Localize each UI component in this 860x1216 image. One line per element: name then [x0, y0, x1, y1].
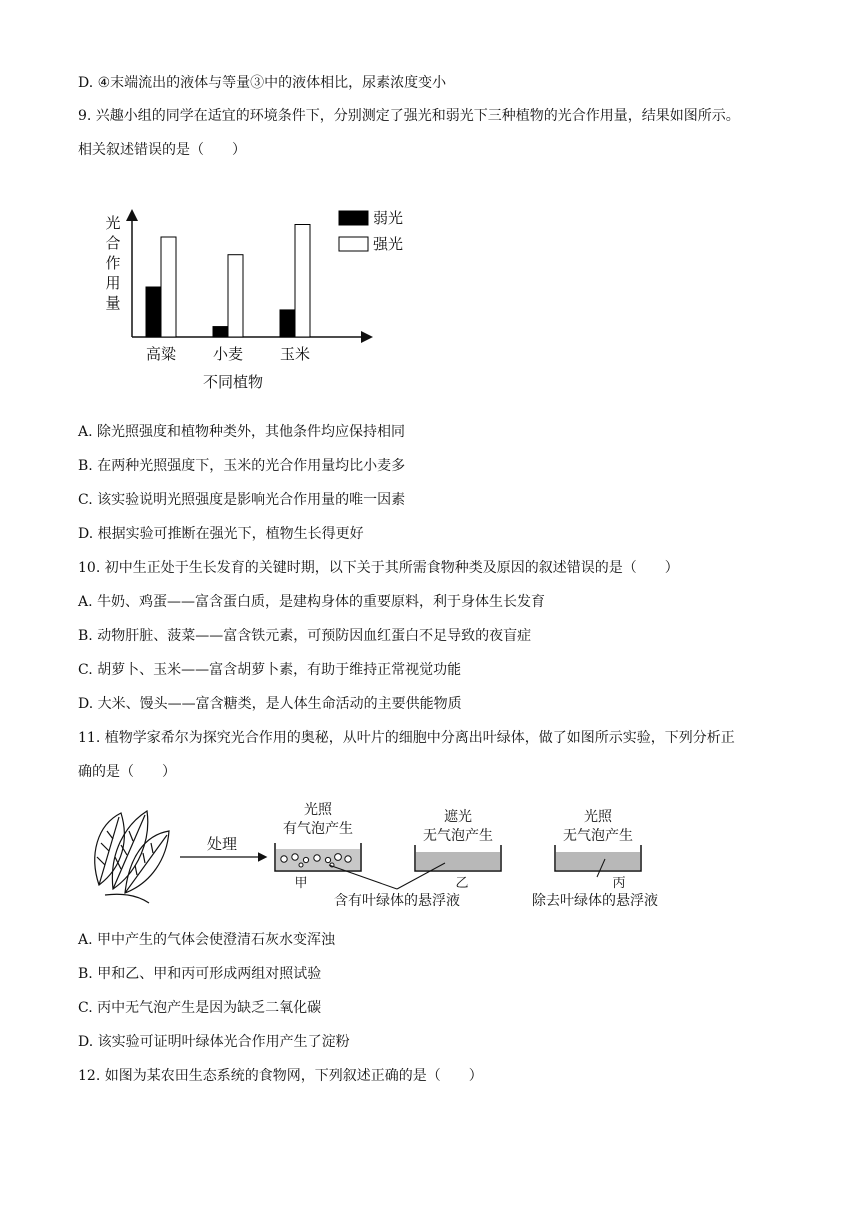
q9-option-c: C. 该实验说明光照强度是影响光合作用量的唯一因素	[78, 492, 406, 508]
q8-option-d: D. ④末端流出的液体与等量③中的液体相比，尿素浓度变小	[78, 75, 447, 91]
bubble	[292, 854, 298, 860]
x-axis-label: 不同植物	[202, 373, 264, 391]
bubble	[303, 857, 308, 862]
bar-weak-0	[146, 287, 161, 337]
process-label: 处理	[206, 835, 238, 853]
q9-option-a: A. 除光照强度和植物种类外，其他条件均应保持相同	[78, 424, 406, 440]
beaker-yi	[415, 808, 501, 891]
beaker-bing	[555, 808, 641, 891]
y-axis-label-char: 量	[105, 294, 121, 312]
beaker-yi-condition: 遮光	[444, 809, 472, 825]
beaker-yi-result: 无气泡产生	[423, 828, 493, 844]
q10-option-b: B. 动物肝脏、菠菜——富含铁元素，可预防因血红蛋白不足导致的夜盲症	[78, 628, 532, 644]
bubble	[299, 863, 303, 867]
beaker-jia	[275, 801, 361, 891]
bar-strong-1	[228, 255, 243, 337]
q11-option-a: A. 甲中产生的气体会使澄清石灰水变浑浊	[78, 932, 336, 948]
legend-swatch-weak	[339, 211, 368, 225]
y-axis-label-char: 用	[105, 274, 121, 292]
bar-strong-0	[161, 237, 176, 337]
chloroplast-experiment-figure	[85, 795, 685, 913]
beaker-yi-name: 乙	[455, 876, 469, 891]
legend-label-weak: 弱光	[373, 209, 404, 227]
bar-strong-2	[295, 225, 310, 338]
q9-stem-line2: 相关叙述错误的是（ ）	[78, 142, 246, 158]
beaker-bing-result: 无气泡产生	[563, 828, 633, 844]
q10-option-a: A. 牛奶、鸡蛋——富含蛋白质，是建构身体的重要原料，利于身体生长发育	[78, 594, 546, 610]
q11-option-b: B. 甲和乙、甲和丙可形成两组对照试验	[78, 966, 322, 982]
bar-weak-2	[280, 310, 295, 337]
q11-stem-line2: 确的是（ ）	[78, 764, 176, 780]
photosynthesis-bar-chart	[95, 200, 415, 400]
bubble	[345, 856, 351, 862]
y-axis-label	[105, 214, 120, 312]
bubble	[281, 856, 287, 862]
q12-stem: 12. 如图为某农田生态系统的食物网，下列叙述正确的是（ ）	[78, 1068, 483, 1084]
beaker-bing-name: 丙	[612, 876, 626, 891]
legend-label-strong: 强光	[373, 235, 404, 253]
y-axis-label-char: 合	[105, 234, 121, 252]
bubble	[335, 854, 342, 861]
beaker-jia-result: 有气泡产生	[283, 821, 353, 837]
beaker-bing-condition: 光照	[584, 809, 612, 825]
q11-option-d: D. 该实验可证明叶绿体光合作用产生了淀粉	[78, 1034, 350, 1050]
q10-stem: 10. 初中生正处于生长发育的关键时期，以下关于其所需食物种类及原因的叙述错误的是（ ）	[78, 560, 679, 576]
x-tick-label: 高粱	[145, 345, 177, 363]
bubble	[325, 857, 330, 862]
y-axis-label-char: 作	[105, 254, 121, 272]
q10-option-d: D. 大米、馒头——富含糖类，是人体生命活动的主要供能物质	[78, 696, 462, 712]
leaves-illustration	[95, 811, 169, 903]
q10-option-c: C. 胡萝卜、玉米——富含胡萝卜素，有助于维持正常视觉功能	[78, 662, 462, 678]
bar-weak-1	[213, 327, 228, 337]
x-tick-label: 小麦	[212, 345, 244, 363]
legend-swatch-strong	[339, 237, 368, 251]
x-tick-label: 玉米	[279, 345, 311, 363]
q9-stem-line1: 9. 兴趣小组的同学在适宜的环境条件下，分别测定了强光和弱光下三种植物的光合作用量，结果如图所示。	[78, 108, 740, 124]
caption-with-chloroplast: 含有叶绿体的悬浮液	[334, 893, 460, 909]
q9-option-b: B. 在两种光照强度下，玉米的光合作用量均比小麦多	[78, 458, 406, 474]
chart-legend	[339, 209, 403, 253]
bubble	[314, 855, 320, 861]
caption-without-chloroplast: 除去叶绿体的悬浮液	[532, 893, 658, 909]
beaker-jia-condition: 光照	[304, 802, 332, 818]
beaker-jia-name: 甲	[294, 876, 308, 891]
q9-option-d: D. 根据实验可推断在强光下，植物生长得更好	[78, 526, 364, 542]
q11-stem-line1: 11. 植物学家希尔为探究光合作用的奥秘，从叶片的细胞中分离出叶绿体，做了如图所示实验，下列分析正	[78, 730, 735, 746]
q11-option-c: C. 丙中无气泡产生是因为缺乏二氧化碳	[78, 1000, 322, 1016]
y-axis-label-char: 光	[105, 214, 121, 232]
